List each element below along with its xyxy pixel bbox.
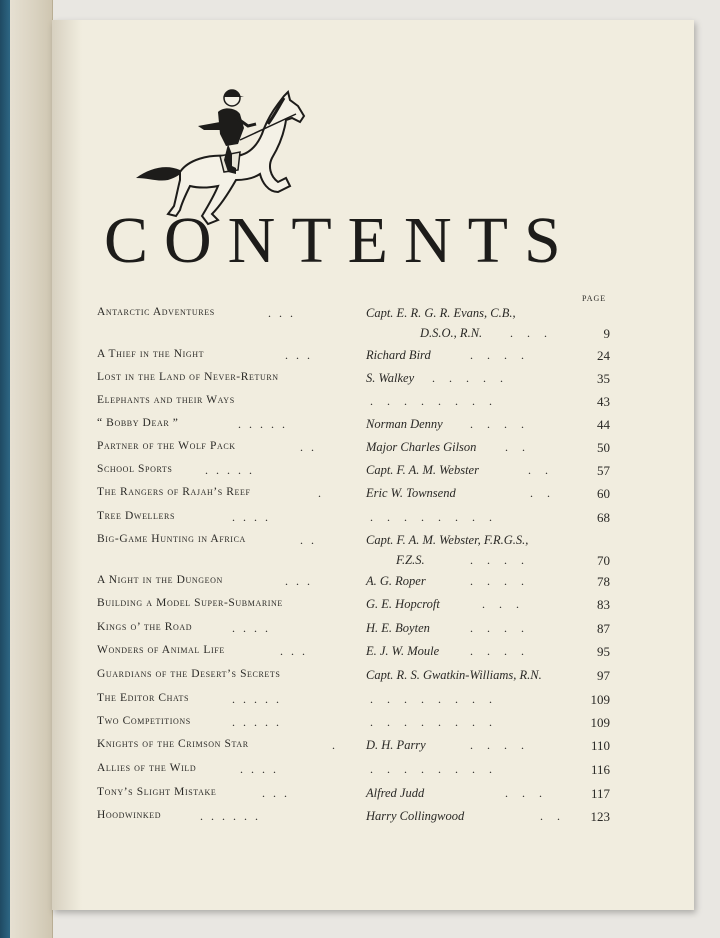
entry-author: D. H. Parry	[366, 738, 426, 752]
dot-leader: ..	[540, 809, 574, 823]
entry-title: Building a Model Super-Submarine	[97, 597, 283, 609]
entry-title: Guardians of the Desert’s Secrets	[97, 668, 281, 680]
dot-leader: ....	[470, 574, 538, 588]
dot-leader: ...	[280, 644, 313, 658]
dot-leader: ..	[530, 486, 564, 500]
entry-page: 50	[597, 440, 610, 455]
contents-entry	[0, 809, 720, 827]
entry-author: Harry Collingwood	[366, 809, 465, 823]
dot-leader: ....	[470, 553, 538, 567]
entry-page: 109	[590, 715, 610, 730]
entry-page: 70	[597, 553, 610, 568]
entry-title: Wonders of Animal Life	[97, 644, 225, 656]
entry-title: Tree Dwellers	[97, 510, 175, 522]
contents-entry	[0, 644, 720, 662]
dot-leader: ......	[200, 809, 266, 823]
entry-author: H. E. Boyten	[366, 621, 430, 635]
entry-page: 35	[597, 371, 610, 386]
entry-title: School Sports	[97, 463, 173, 475]
entry-author: Richard Bird	[366, 348, 431, 362]
entry-author: Capt. F. A. M. Webster	[366, 463, 479, 477]
entry-page: 87	[597, 621, 610, 636]
dot-leader: ....	[240, 762, 284, 776]
entry-title: The Editor Chats	[97, 692, 190, 704]
contents-entry	[0, 738, 720, 756]
entry-page: 60	[597, 486, 610, 501]
contents-entry	[0, 692, 720, 710]
dot-leader: ...	[262, 786, 295, 800]
dot-leader: ...	[510, 326, 561, 340]
entry-author-continuation: D.S.O., R.N.	[420, 326, 483, 340]
contents-entry	[0, 371, 720, 389]
entry-page: 110	[590, 738, 610, 753]
entry-author: G. E. Hopcroft	[366, 597, 440, 611]
entry-author: Alfred Judd	[366, 786, 425, 800]
entry-title: A Night in the Dungeon	[97, 574, 223, 586]
contents-entry	[0, 786, 720, 804]
entry-author: Major Charles Gilson	[366, 440, 477, 454]
entry-author: Norman Denny	[366, 417, 443, 431]
contents-entry	[0, 440, 720, 458]
entry-title: Hoodwinked	[97, 809, 162, 821]
entry-title: Allies of the Wild	[97, 762, 197, 774]
dot-leader: ........	[370, 715, 506, 729]
entry-page: 123	[590, 809, 610, 824]
entry-title: Antarctic Adventures	[97, 306, 215, 318]
entry-title: Lost in the Land of Never-Return	[97, 371, 279, 383]
dot-leader: ...	[482, 597, 533, 611]
dot-leader: ...	[285, 348, 318, 362]
entry-page: 68	[597, 510, 610, 525]
contents-entry	[0, 348, 720, 366]
dot-leader: .....	[232, 715, 287, 729]
contents-entry	[0, 463, 720, 481]
dot-leader: ..	[300, 533, 322, 547]
dot-leader: ..	[300, 440, 322, 454]
dot-leader: ........	[370, 762, 506, 776]
entry-page: 83	[597, 597, 610, 612]
dot-leader: ....	[470, 348, 538, 362]
dot-leader: ....	[470, 417, 538, 431]
dot-leader: .....	[205, 463, 260, 477]
entry-page: 44	[597, 417, 610, 432]
entry-author: Capt. R. S. Gwatkin-Williams, R.N.	[366, 668, 542, 682]
dot-leader: .....	[432, 371, 517, 385]
entry-author-continuation: F.Z.S.	[396, 553, 425, 567]
contents-heading: CONTENTS	[104, 204, 577, 277]
contents-entry	[0, 306, 720, 324]
entry-author: A. G. Roper	[366, 574, 426, 588]
contents-entry	[0, 533, 720, 551]
entry-author: S. Walkey	[366, 371, 415, 385]
contents-entry	[0, 621, 720, 639]
entry-author: Capt. F. A. M. Webster, F.R.G.S.,	[366, 533, 529, 547]
dot-leader: ..	[505, 440, 539, 454]
entry-title: Knights of the Crimson Star	[97, 738, 249, 750]
entry-page: 117	[590, 786, 610, 801]
entry-page: 95	[597, 644, 610, 659]
entry-author: E. J. W. Moule	[366, 644, 440, 658]
entry-title: Partner of the Wolf Pack	[97, 440, 236, 452]
entry-page: 9	[603, 326, 610, 341]
entry-page: 43	[597, 394, 610, 409]
dot-leader: ...	[505, 786, 556, 800]
entry-page: 109	[590, 692, 610, 707]
dot-leader: .....	[232, 692, 287, 706]
page-column-header: PAGE	[582, 294, 607, 303]
entry-title: “ Bobby Dear ”	[97, 417, 179, 429]
contents-entry	[0, 597, 720, 615]
contents-entry	[0, 394, 720, 412]
contents-entry	[0, 417, 720, 435]
entry-page: 116	[590, 762, 610, 777]
entry-page: 78	[597, 574, 610, 589]
entry-page: 24	[597, 348, 610, 363]
contents-entry	[0, 715, 720, 733]
dot-leader: .	[318, 486, 329, 500]
dot-leader: ..	[528, 463, 562, 477]
dot-leader: .....	[238, 417, 293, 431]
contents-entry	[0, 668, 720, 686]
dot-leader: ....	[232, 510, 276, 524]
entry-author: Capt. E. R. G. R. Evans, C.B.,	[366, 306, 516, 320]
entry-page: 97	[597, 668, 610, 683]
contents-entry-continuation	[0, 326, 720, 344]
contents-entry	[0, 486, 720, 504]
dot-leader: ........	[370, 692, 506, 706]
entry-title: A Thief in the Night	[97, 348, 205, 360]
entry-title: Two Competitions	[97, 715, 191, 727]
dot-leader: ....	[470, 644, 538, 658]
entry-title: The Rangers of Rajah’s Reef	[97, 486, 251, 498]
dot-leader: ....	[232, 621, 276, 635]
dot-leader: ....	[470, 621, 538, 635]
contents-entry	[0, 510, 720, 528]
entry-title: Big-Game Hunting in Africa	[97, 533, 246, 545]
entry-author: Eric W. Townsend	[366, 486, 456, 500]
entry-title: Elephants and their Ways	[97, 394, 235, 406]
dot-leader: ...	[268, 306, 301, 320]
dot-leader: .	[332, 738, 343, 752]
entry-title: Tony’s Slight Mistake	[97, 786, 217, 798]
entry-page: 57	[597, 463, 610, 478]
dot-leader: ........	[370, 394, 506, 408]
contents-entry	[0, 574, 720, 592]
dot-leader: ........	[370, 510, 506, 524]
contents-entry	[0, 762, 720, 780]
dot-leader: ....	[470, 738, 538, 752]
contents-entry-continuation	[0, 553, 720, 571]
dot-leader: ...	[285, 574, 318, 588]
entry-title: Kings o’ the Road	[97, 621, 193, 633]
